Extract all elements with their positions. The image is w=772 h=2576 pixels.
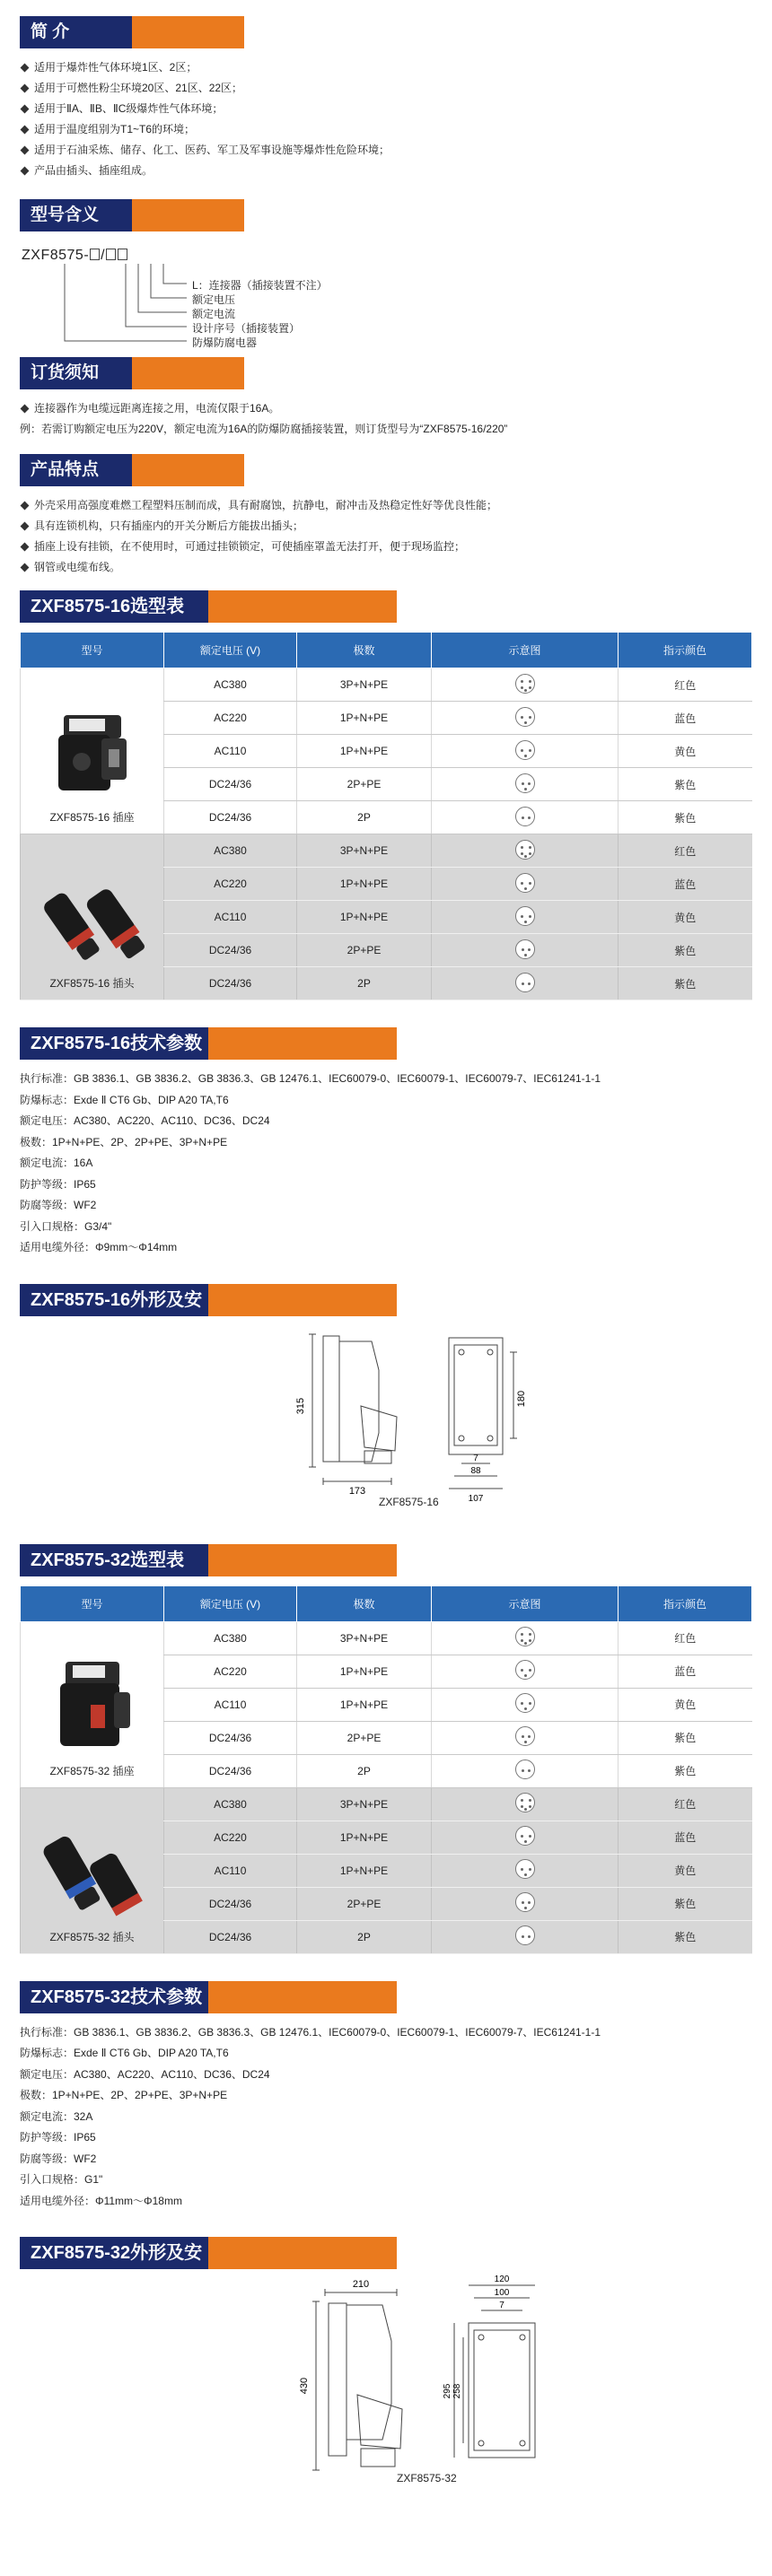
param-line: 执行标准：GB 3836.1、GB 3836.2、GB 3836.3、GB 12476.1、IEC60079-0、IEC60079-1、IEC60079-7、IEC61241-1-1: [20, 1072, 601, 1085]
header-accent: [208, 1284, 397, 1316]
table-row: DC24/36 2P+PE 紫色: [21, 768, 752, 801]
header-accent: [132, 16, 244, 48]
pin-diagram-icon: [515, 773, 535, 793]
param-line: 极数：1P+N+PE、2P、2P+PE、3P+N+PE: [20, 2089, 228, 2101]
col-header: 示意图: [432, 633, 618, 668]
list-item: 插座上设有挂锁，在不使用时，可通过挂锁锁定，可使插座罩盖无法打开，便于现场监控；: [20, 537, 752, 557]
pin-diagram-icon: [515, 740, 535, 760]
list-item: 钢管或电缆布线。: [20, 557, 752, 578]
pin-diagram-icon: [515, 1760, 535, 1779]
socket-cell: [21, 668, 164, 834]
order-list: [20, 398, 752, 419]
model-label: 防爆防腐电器: [192, 336, 258, 349]
model-header: [20, 199, 244, 231]
param-line: 防爆标志：Exde Ⅱ CT6 Gb、DIP A20 TA,T6: [20, 1093, 229, 1106]
pin-diagram-icon: [515, 1627, 535, 1646]
pin-diagram-icon: [515, 1726, 535, 1746]
header-accent: [208, 590, 397, 623]
table-row: AC110 1P+N+PE 黄色: [21, 735, 752, 768]
order-title: 订货须知: [20, 357, 132, 389]
order-header: [20, 357, 244, 389]
pin-diagram-icon: [515, 1660, 535, 1680]
dim-label: 173: [348, 1485, 366, 1497]
dim-label: 7: [473, 1453, 478, 1463]
table-row: ZXF8575-16 插座 AC380 3P+N+PE 红色: [21, 668, 752, 702]
table32-header: [20, 1544, 397, 1576]
intro-list: [20, 57, 752, 181]
params32-title: ZXF8575-32技术参数: [20, 1981, 208, 2013]
intro-header: [20, 16, 244, 48]
diamond-bullet-icon: [21, 543, 30, 552]
header-accent: [132, 357, 244, 389]
plug-32-image: [34, 1819, 151, 1926]
param-line: 防腐等级：WF2: [20, 1199, 97, 1211]
param-line: 额定电压：AC380、AC220、AC110、DC36、DC24: [20, 1114, 270, 1127]
dim-label: 120: [494, 2275, 510, 2284]
header-accent: [208, 1544, 397, 1576]
dim-label: 88: [470, 1465, 481, 1476]
dim-label: 315: [295, 1397, 306, 1414]
col-header: 额定电压 (V): [164, 1585, 297, 1621]
features-list: [20, 495, 752, 578]
socket-label: ZXF8575-16 插座: [49, 811, 135, 824]
list-item: 适用于爆炸性气体环境1区、2区；: [20, 57, 752, 78]
dim-label: 100: [494, 2288, 510, 2298]
diamond-bullet-icon: [21, 522, 30, 531]
table-row: DC24/36 2P 紫色: [21, 1754, 752, 1787]
table-row: DC24/36 2P 紫色: [21, 801, 752, 834]
pin-diagram-icon: [515, 707, 535, 727]
col-header: 型号: [21, 633, 164, 668]
param-line: 额定电压：AC380、AC220、AC110、DC36、DC24: [20, 2067, 270, 2081]
table-row: AC110 1P+N+PE 黄色: [21, 1688, 752, 1721]
table-row: AC110 1P+N+PE 黄色: [21, 1854, 752, 1887]
list-item: 连接器作为电缆远距离连接之用，电流仅限于16A。: [20, 398, 752, 419]
list-item: 具有连锁机构，只有插座内的开关分断后方能拔出插头；: [20, 516, 752, 537]
pin-diagram-icon: [515, 939, 535, 959]
list-item: 产品由插头、插座组成。: [20, 161, 752, 181]
table-row: AC220 1P+N+PE 蓝色: [21, 1655, 752, 1688]
dims16-svg: [20, 1316, 752, 1514]
pin-diagram-icon: [515, 807, 535, 826]
col-header: 极数: [297, 1585, 432, 1621]
plug-cell: [21, 1787, 164, 1953]
model-label: 设计序号（插接装置）: [192, 322, 301, 335]
features-header: [20, 454, 244, 486]
table-row: AC220 1P+N+PE 蓝色: [21, 868, 752, 901]
pin-diagram-icon: [515, 840, 535, 860]
list-item: 适用于ⅡA、ⅡB、ⅡC级爆炸性气体环境；: [20, 99, 752, 119]
header-accent: [208, 2237, 397, 2269]
dims32-drawing: [20, 2269, 752, 2484]
param-line: 极数：1P+N+PE、2P、2P+PE、3P+N+PE: [20, 1135, 228, 1148]
params16-title: ZXF8575-16技术参数: [20, 1027, 208, 1060]
col-header: 指示颜色: [618, 633, 752, 668]
dim-label: 7: [499, 2301, 504, 2310]
intro-title: 简 介: [20, 16, 132, 48]
dims32-caption: ZXF8575-32: [397, 2472, 457, 2484]
col-header: 示意图: [432, 1585, 618, 1621]
diamond-bullet-icon: [21, 105, 30, 114]
dim-label: 210: [352, 2279, 370, 2290]
params32-header: [20, 1981, 397, 2013]
model-code: ZXF8575- /: [22, 248, 128, 264]
header-accent: [208, 1981, 397, 2013]
model-diagram: [20, 248, 752, 349]
table-row: AC220 1P+N+PE 蓝色: [21, 702, 752, 735]
table16-title: ZXF8575-16选型表: [20, 590, 208, 623]
header-accent: [132, 454, 244, 486]
diamond-bullet-icon: [21, 405, 30, 414]
col-header: 型号: [21, 1585, 164, 1621]
pin-diagram-icon: [515, 1693, 535, 1713]
param-line: 防护等级：IP65: [20, 2131, 96, 2144]
dim-label: 107: [468, 1493, 484, 1504]
table-row: ZXF8575-32 插座 AC380 3P+N+PE 红色: [21, 1621, 752, 1655]
param-line: 额定电流：16A: [20, 1157, 93, 1169]
table-row: DC24/36 2P+PE 紫色: [21, 1887, 752, 1920]
pin-diagram-icon: [515, 674, 535, 694]
param-line: 防腐等级：WF2: [20, 2152, 97, 2165]
list-item: 外壳采用高强度难燃工程塑料压制而成，具有耐腐蚀，抗静电，耐冲击及热稳定性好等优良性能；: [20, 495, 752, 516]
features-title: 产品特点: [20, 454, 132, 486]
pin-diagram-icon: [515, 1925, 535, 1945]
model-title: 型号含义: [20, 199, 132, 231]
plug-16-image: [34, 865, 151, 973]
dim-label: 258: [452, 2383, 462, 2399]
plug-label: ZXF8575-32 插头: [49, 1930, 135, 1943]
pin-diagram-icon: [515, 873, 535, 893]
model-label: 额定电压: [192, 293, 236, 306]
pin-diagram-icon: [515, 973, 535, 992]
param-line: 执行标准：GB 3836.1、GB 3836.2、GB 3836.3、GB 12476.1、IEC60079-0、IEC60079-1、IEC60079-7、IEC61241-1-1: [20, 2025, 601, 2039]
diamond-bullet-icon: [21, 167, 30, 176]
dim-label: 295: [443, 2383, 452, 2399]
param-line: 防护等级：IP65: [20, 1177, 96, 1191]
param-line: 适用电缆外径：Φ11mm～Φ18mm: [20, 2194, 182, 2207]
dims16-caption: ZXF8575-16: [379, 1495, 439, 1508]
dims16-title: ZXF8575-16外形及安装尺寸: [20, 1284, 208, 1316]
table-row: DC24/36 2P+PE 紫色: [21, 1721, 752, 1754]
table-row: DC24/36 2P+PE 紫色: [21, 934, 752, 967]
plug-cell: [21, 834, 164, 1000]
selection-table-32: [20, 1585, 752, 1954]
table16-header: [20, 590, 397, 623]
table-row: AC110 1P+N+PE 黄色: [21, 901, 752, 934]
model-label: L：连接器（插接装置不注）: [192, 279, 328, 292]
col-header: 极数: [297, 633, 432, 668]
param-line: 防爆标志：Exde Ⅱ CT6 Gb、DIP A20 TA,T6: [20, 2047, 229, 2059]
header-accent: [132, 199, 244, 231]
dim-label: 430: [299, 2377, 310, 2395]
list-item: 适用于可燃性粉尘环境20区、21区、22区；: [20, 78, 752, 99]
socket-32-image: [39, 1653, 146, 1760]
list-item: 适用于温度组别为T1~T6的环境；: [20, 119, 752, 140]
params16-header: [20, 1027, 397, 1060]
diamond-bullet-icon: [21, 84, 30, 93]
socket-cell: [21, 1621, 164, 1787]
list-item: 适用于石油采炼、储存、化工、医药、军工及军事设施等爆炸性危险环境；: [20, 140, 752, 161]
dim-label: 180: [516, 1390, 527, 1407]
diamond-bullet-icon: [21, 64, 30, 73]
dims32-title: ZXF8575-32外形及安装尺寸: [20, 2237, 208, 2269]
params16-list: [20, 1069, 752, 1259]
diamond-bullet-icon: [21, 563, 30, 572]
table-row: ZXF8575-32 插头 AC380 3P+N+PE 红色: [21, 1787, 752, 1821]
pin-diagram-icon: [515, 1892, 535, 1912]
socket-16-image: [39, 699, 146, 807]
dims32-svg: [20, 2269, 752, 2484]
dims16-drawing: [20, 1316, 752, 1514]
table32-title: ZXF8575-32选型表: [20, 1544, 208, 1576]
col-header: 额定电压 (V): [164, 633, 297, 668]
param-line: 适用电缆外径：Φ9mm～Φ14mm: [20, 1241, 178, 1253]
params32-list: [20, 2022, 752, 2213]
socket-label: ZXF8575-32 插座: [49, 1764, 135, 1777]
table-row: ZXF8575-16 插头 AC380 3P+N+PE 红色: [21, 834, 752, 868]
diamond-bullet-icon: [21, 146, 30, 155]
pin-diagram-icon: [515, 1793, 535, 1812]
param-line: 额定电流：32A: [20, 2109, 93, 2123]
dims16-header: [20, 1284, 397, 1342]
pin-diagram-icon: [515, 906, 535, 926]
diamond-bullet-icon: [21, 126, 30, 135]
header-accent: [208, 1027, 397, 1060]
table-row: DC24/36 2P 紫色: [21, 967, 752, 1000]
pin-diagram-icon: [515, 1826, 535, 1846]
plug-label: ZXF8575-16 插头: [49, 977, 135, 990]
model-label: 额定电流: [192, 308, 236, 320]
selection-table-16: [20, 632, 752, 1000]
col-header: 指示颜色: [618, 1585, 752, 1621]
diamond-bullet-icon: [21, 502, 30, 511]
param-line: 引入口规格：G1": [20, 2173, 103, 2186]
pin-diagram-icon: [515, 1859, 535, 1879]
table-row: AC220 1P+N+PE 蓝色: [21, 1821, 752, 1854]
order-example: 例：若需订购额定电压为220V，额定电流为16A的防爆防腐插接装置，则订货型号为“ZXF8575-16/220”: [20, 423, 508, 435]
table-row: DC24/36 2P 紫色: [21, 1920, 752, 1953]
param-line: 引入口规格：G3/4": [20, 1219, 112, 1233]
